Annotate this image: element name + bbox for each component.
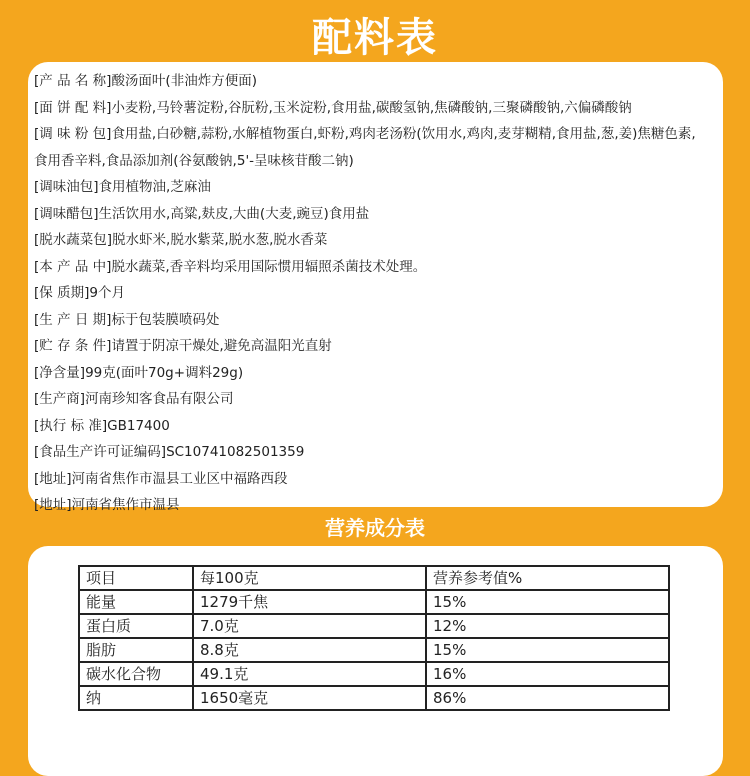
ingredient-label: 调 味 粉 包 [39,126,107,142]
ingredient-label: 面 饼 配 料 [39,99,107,116]
table-cell: 碳水化合物 [79,662,193,686]
ingredient-row: [面 饼 配 料]小麦粉,马铃薯淀粉,谷朊粉,玉米淀粉,食用盐,碳酸氢钠,焦磷酸钠,三聚磷酸钠,六偏磷酸钠 [34,99,632,116]
ingredient-row: [调味醋包]生活饮用水,高粱,麸皮,大曲(大麦,豌豆)食用盐 [34,205,370,222]
ingredient-value: 脱水蔬菜,香辛料均采用国际惯用辐照杀菌技术处理。 [111,258,427,275]
nutrition-table [78,565,670,711]
ingredient-label: 调味油包 [39,179,94,195]
ingredient-label: 净含量 [39,364,80,381]
table-header-row [79,566,669,590]
ingredient-label: 执行 标 准 [39,417,102,434]
ingredient-value: GB17400 [107,417,170,434]
ingredient-label: 食品生产许可证编码 [39,444,161,460]
ingredient-row: [地址]河南省焦作市温县工业区中福路西段 [34,470,288,487]
ingredient-row: [脱水蔬菜包]脱水虾米,脱水紫菜,脱水葱,脱水香菜 [34,232,328,248]
ingredient-value: 99克(面叶70g+调料29g) [85,364,244,381]
ingredient-panel [28,62,723,513]
ingredient-row: [净含量]99克(面叶70g+调料29g) [34,364,244,381]
table-cell: 49.1克 [193,662,426,686]
ingredient-label: 生 产 日 期 [39,311,107,328]
table-cell: 每100克 [193,566,426,590]
table-cell: 能量 [79,590,193,614]
ingredient-label: 地址 [39,470,67,487]
nutrition-title: 营养成分表 [325,516,425,540]
ingredient-label: 脱水蔬菜包 [39,232,107,248]
ingredient-value: 河南珍知客食品有限公司 [85,391,234,407]
ingredient-row: [调 味 粉 包]食用盐,白砂糖,蒜粉,水解植物蛋白,虾粉,鸡肉老汤粉(饮用水,鸡肉,麦芽糊精,食用盐,葱,姜)焦糖色素, [34,126,696,142]
table-cell: 16% [426,662,669,686]
ingredient-row [34,148,714,175]
table-cell: 86% [426,686,669,710]
ingredient-value: 标于包装膜喷码处 [111,311,220,328]
ingredient-row: [调味油包]食用植物油,芝麻油 [34,179,211,195]
table-cell: 7.0克 [193,614,426,638]
ingredient-label: 贮 存 条 件 [39,338,107,354]
table-cell: 营养参考值% [426,566,669,590]
table-cell: 15% [426,590,669,614]
table-cell: 15% [426,638,669,662]
ingredient-value: 河南省焦作市温县 [71,497,180,513]
table-cell: 蛋白质 [79,614,193,638]
ingredient-label: 生产商 [39,391,80,407]
ingredient-row: [生产商]河南珍知客食品有限公司 [34,391,234,407]
ingredient-value: 生活饮用水,高粱,麸皮,大曲(大麦,豌豆)食用盐 [98,205,370,222]
ingredient-row: [执行 标 准]GB17400 [34,417,170,434]
page-title: 配料表 [312,15,438,61]
ingredient-label: 调味醋包 [39,205,94,222]
ingredient-row: [生 产 日 期]标于包装膜喷码处 [34,311,220,328]
table-cell: 8.8克 [193,638,426,662]
ingredient-row: [本 产 品 中]脱水蔬菜,香辛料均采用国际惯用辐照杀菌技术处理。 [34,258,427,275]
ingredient-row: [贮 存 条 件]请置于阴凉干燥处,避免高温阳光直射 [34,338,332,354]
ingredient-list [34,68,714,519]
table-cell: 1279千焦 [193,590,426,614]
table-cell: 12% [426,614,669,638]
table-row [79,638,669,662]
table-cell: 项目 [79,566,193,590]
ingredient-row: [地址]河南省焦作市温县 [34,497,180,513]
table-cell: 1650毫克 [193,686,426,710]
ingredient-label: 保 质期 [39,285,85,301]
table-row [79,590,669,614]
table-cell: 脂肪 [79,638,193,662]
ingredient-value: 脱水虾米,脱水紫菜,脱水葱,脱水香菜 [112,232,328,248]
ingredient-value: 食用盐,白砂糖,蒜粉,水解植物蛋白,虾粉,鸡肉老汤粉(饮用水,鸡肉,麦芽糊精,食用盐,葱,姜)焦糖色素, [111,126,696,142]
ingredient-label: 地址 [39,497,67,513]
ingredient-value: 酸汤面叶(非油炸方便面) [111,73,257,89]
ingredient-value: 9个月 [89,285,125,301]
table-row [79,614,669,638]
table-row [79,662,669,686]
ingredient-value: 小麦粉,马铃薯淀粉,谷朊粉,玉米淀粉,食用盐,碳酸氢钠,焦磷酸钠,三聚磷酸钠,六偏磷酸钠 [111,99,632,116]
ingredient-value: 河南省焦作市温县工业区中福路西段 [71,470,288,487]
ingredient-label: 本 产 品 中 [39,258,107,275]
ingredient-label: 产 品 名 称 [39,73,107,89]
ingredient-value: 食用植物油,芝麻油 [98,179,211,195]
ingredient-row: [食品生产许可证编码]SC10741082501359 [34,444,305,460]
table-row [79,686,669,710]
table-cell: 纳 [79,686,193,710]
ingredient-row: [保 质期]9个月 [34,285,125,301]
ingredient-value: 请置于阴凉干燥处,避免高温阳光直射 [111,338,332,354]
ingredient-value: 食用香辛料,食品添加剂(谷氨酸钠,5'-呈味核苷酸二钠) [34,152,354,169]
ingredient-row: [产 品 名 称]酸汤面叶(非油炸方便面) [34,73,257,89]
nutrition-panel [28,546,723,776]
ingredient-value: SC10741082501359 [166,444,305,460]
